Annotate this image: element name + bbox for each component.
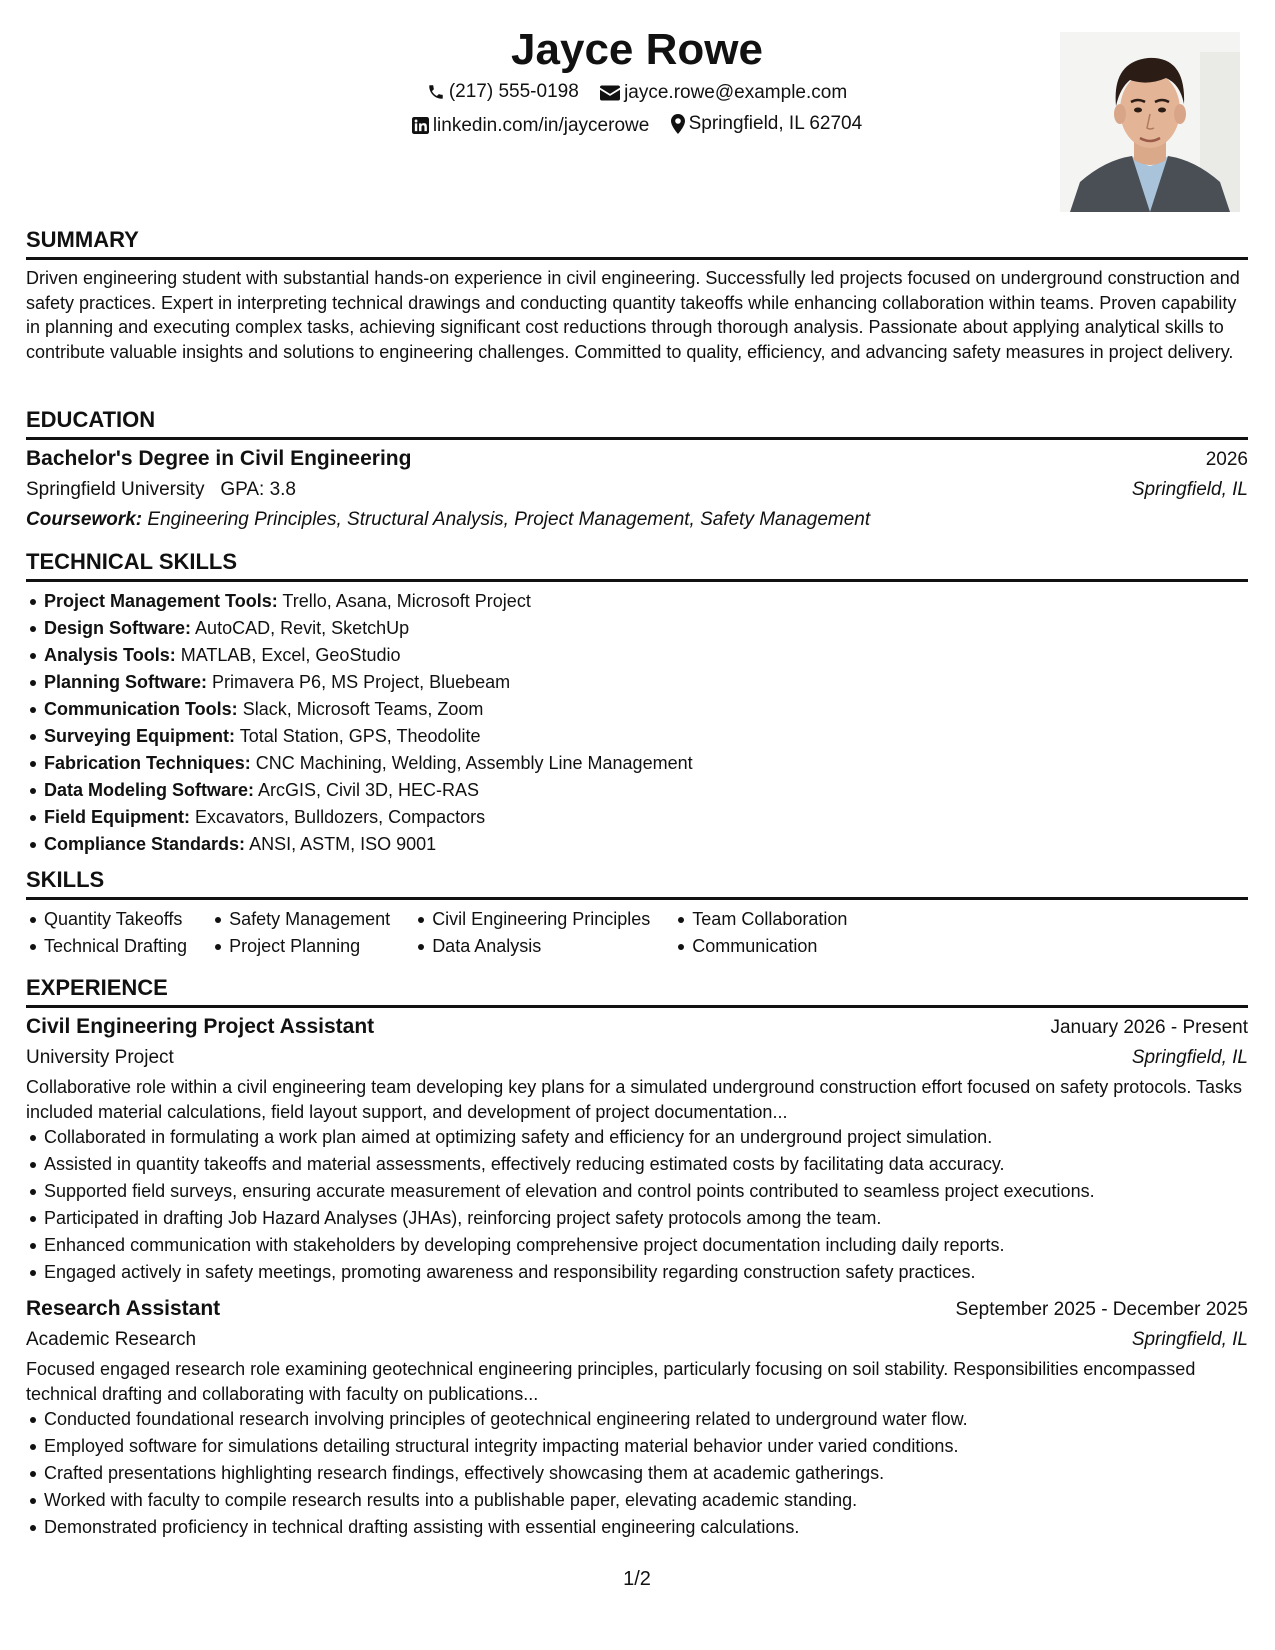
list-item [44, 669, 1248, 696]
list-item [44, 777, 1248, 804]
coursework-label: Coursework: [26, 509, 143, 530]
list-item [44, 642, 1248, 669]
skill-values: Slack, Microsoft Teams, Zoom [242, 699, 484, 719]
skill-values: CNC Machining, Welding, Assembly Line Management [255, 753, 693, 773]
section-divider [26, 897, 1248, 900]
job-description: Collaborative role within a civil engineering team developing key plans for a simulated underground construction effort focused on safety protocols. Tasks included material calculations, field layout support, and development of project documentation... [26, 1077, 1243, 1122]
skills-column [692, 906, 847, 960]
experience-section [26, 974, 1248, 1541]
list-item [44, 723, 1248, 750]
experience-heading: EXPERIENCE [26, 975, 168, 1000]
list-item [44, 831, 1248, 858]
list-item: Safety Management [229, 906, 390, 933]
degree-title: Bachelor's Degree in Civil Engineering [26, 447, 412, 470]
skill-category: Analysis Tools: [44, 645, 176, 665]
job-location: Springfield, IL [1131, 1047, 1248, 1068]
job-entry [26, 1294, 1248, 1541]
list-item [44, 615, 1248, 642]
summary-text: Driven engineering student with substantial hands-on experience in civil engineering. Successfully led projects focused on underground construction and safety practices. Expert in interpreting technical drawings and conducting quantity takeoffs while enhancing collaboration within teams. Proven capability in planning and executing complex tasks, achieving significant cost reductions through thorough analysis. Passionate about applying analytical skills to contribute valuable insights and solutions to engineering challenges. Committed to quality, efficiency, and advancing safety measures in project delivery. [26, 268, 1240, 362]
education-row-2 [26, 475, 1248, 505]
school-name: Springfield University [26, 479, 205, 500]
skill-category: Field Equipment: [44, 807, 190, 827]
skill-category: Data Modeling Software: [44, 780, 255, 800]
job-title: Research Assistant [26, 1297, 221, 1320]
phone-contact[interactable] [427, 79, 579, 105]
job-title: Civil Engineering Project Assistant [26, 1015, 375, 1038]
linkedin-text: linkedin.com/in/jaycerowe [432, 114, 650, 136]
summary-section [26, 226, 1248, 364]
list-item [44, 804, 1248, 831]
skills-section [26, 866, 1248, 960]
list-item [44, 696, 1248, 723]
school-location: Springfield, IL [1131, 479, 1248, 500]
list-item: Collaborated in formulating a work plan aimed at optimizing safety and efficiency for an underground project simulation. [44, 1124, 1248, 1151]
page-number: 1/2 [623, 1568, 651, 1590]
summary-heading: SUMMARY [26, 227, 139, 252]
skill-values: Primavera P6, MS Project, Bluebeam [212, 672, 511, 692]
list-item: Communication [692, 933, 847, 960]
envelope-icon [600, 85, 620, 101]
list-item: Participated in drafting Job Hazard Analyses (JHAs), reinforcing project safety protocols among the team. [44, 1205, 1248, 1232]
profile-photo [1060, 32, 1240, 212]
list-item: Project Planning [229, 933, 390, 960]
job-dates: September 2025 - December 2025 [955, 1299, 1248, 1320]
skill-category: Surveying Equipment: [44, 726, 236, 746]
job-header-row [26, 1294, 1248, 1325]
section-divider [26, 579, 1248, 582]
map-pin-icon [671, 114, 685, 134]
job-bullets [26, 1124, 1248, 1286]
candidate-name: Jayce Rowe [511, 25, 763, 74]
skills-column [432, 906, 650, 960]
skill-category: Project Management Tools: [44, 591, 278, 611]
job-dates: January 2026 - Present [1050, 1017, 1248, 1038]
email-contact[interactable] [600, 80, 847, 106]
job-header-row [26, 1012, 1248, 1043]
resume-header [26, 0, 1248, 226]
list-item: Data Analysis [432, 933, 650, 960]
linkedin-contact[interactable] [412, 113, 650, 139]
phone-text: (217) 555-0198 [448, 81, 579, 102]
phone-icon [427, 83, 445, 101]
skill-category: Compliance Standards: [44, 834, 246, 854]
coursework-line [26, 505, 1248, 535]
skills-heading: SKILLS [26, 867, 105, 892]
skills-grid [26, 906, 1248, 960]
skill-category: Communication Tools: [44, 699, 238, 719]
skill-values: Excavators, Bulldozers, Compactors [195, 807, 486, 827]
coursework-list: Engineering Principles, Structural Analysis, Project Management, Safety Management [147, 509, 871, 530]
list-item: Team Collaboration [692, 906, 847, 933]
skill-values: Total Station, GPS, Theodolite [239, 726, 481, 746]
skill-category: Planning Software: [44, 672, 208, 692]
section-divider [26, 1005, 1248, 1008]
list-item [44, 750, 1248, 777]
graduation-year: 2026 [1205, 449, 1248, 470]
technical-skills-section [26, 548, 1248, 858]
technical-skills-heading: TECHNICAL SKILLS [26, 549, 238, 574]
list-item: Quantity Takeoffs [44, 906, 187, 933]
education-row-1 [26, 444, 1248, 475]
skill-values: AutoCAD, Revit, SketchUp [195, 618, 410, 638]
skills-column [229, 906, 390, 960]
list-item: Civil Engineering Principles [432, 906, 650, 933]
list-item: Supported field surveys, ensuring accurate measurement of elevation and control points contributed to seamless project executions. [44, 1178, 1248, 1205]
linkedin-icon [412, 117, 429, 134]
education-heading: EDUCATION [26, 407, 156, 432]
list-item: Employed software for simulations detailing structural integrity impacting material behavior under varied conditions. [44, 1433, 1248, 1460]
location-text: Springfield, IL 62704 [688, 113, 863, 134]
list-item: Assisted in quantity takeoffs and material assessments, effectively reducing estimated costs by facilitating data accuracy. [44, 1151, 1248, 1178]
skill-category: Design Software: [44, 618, 192, 638]
list-item: Crafted presentations highlighting research findings, effectively showcasing them at academic gatherings. [44, 1460, 1248, 1487]
skill-values: ANSI, ASTM, ISO 9001 [249, 834, 437, 854]
section-divider [26, 437, 1248, 440]
location-contact [671, 111, 863, 137]
skill-values: MATLAB, Excel, GeoStudio [180, 645, 401, 665]
job-description: Focused engaged research role examining geotechnical engineering principles, particularly focusing on soil stability. Responsibilities encompassed technical drafting and collaborating with faculty on publications... [26, 1359, 1196, 1404]
school-info [26, 475, 296, 505]
list-item: Enhanced communication with stakeholders by developing comprehensive project documentation including daily reports. [44, 1232, 1248, 1259]
job-sub-row [26, 1043, 1248, 1073]
job-sub-row [26, 1325, 1248, 1355]
job-organization: Academic Research [26, 1329, 197, 1350]
list-item [44, 588, 1248, 615]
skill-values: Trello, Asana, Microsoft Project [282, 591, 531, 611]
job-bullets [26, 1406, 1248, 1541]
job-entry [26, 1012, 1248, 1286]
skill-values: ArcGIS, Civil 3D, HEC-RAS [258, 780, 480, 800]
list-item: Engaged actively in safety meetings, promoting awareness and responsibility regarding construction safety practices. [44, 1259, 1248, 1286]
job-organization: University Project [26, 1047, 174, 1068]
section-divider [26, 257, 1248, 260]
list-item: Conducted foundational research involving principles of geotechnical engineering related to underground water flow. [44, 1406, 1248, 1433]
resume-page [26, 0, 1248, 1650]
job-location: Springfield, IL [1131, 1329, 1248, 1350]
list-item: Technical Drafting [44, 933, 187, 960]
technical-skills-list [26, 588, 1248, 858]
skills-column [44, 906, 187, 960]
list-item: Demonstrated proficiency in technical drafting assisting with essential engineering calculations. [44, 1514, 1248, 1541]
list-item: Worked with faculty to compile research results into a publishable paper, elevating academic standing. [44, 1487, 1248, 1514]
email-text: jayce.rowe@example.com [624, 82, 848, 103]
gpa: GPA: 3.8 [220, 479, 296, 500]
skill-category: Fabrication Techniques: [44, 753, 251, 773]
education-section [26, 406, 1248, 535]
